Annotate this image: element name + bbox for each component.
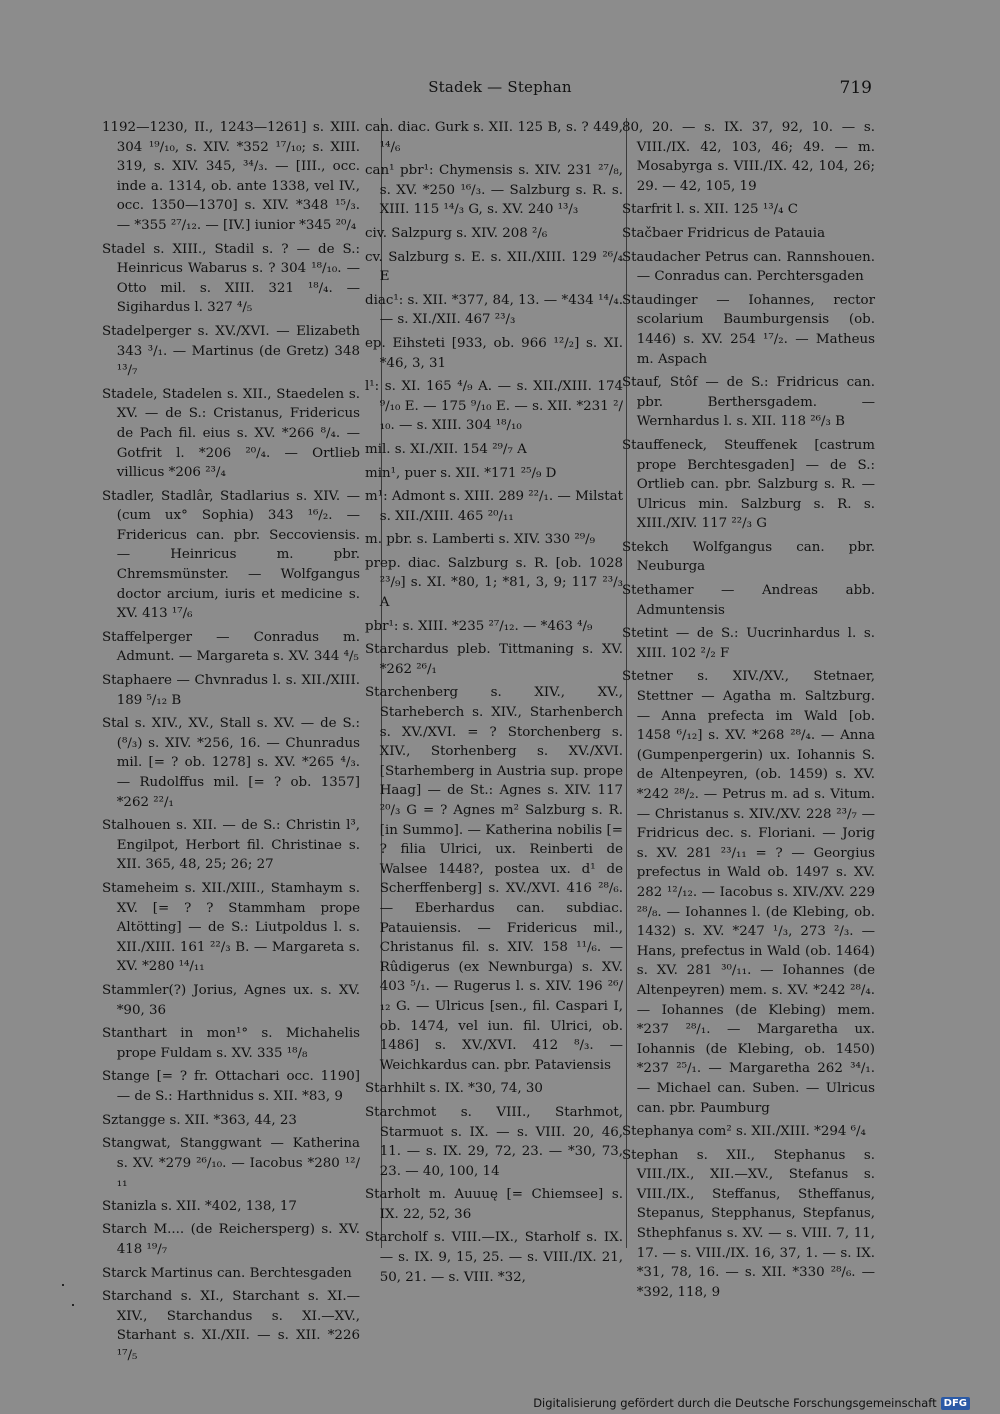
index-entry: Starck Martinus can. Berchtesgaden xyxy=(102,1265,352,1281)
scan-speck xyxy=(62,1284,64,1286)
index-entry: ep. Eihsteti [933, ob. 966 ¹²/₂] s. XI. *46, 3, 31 xyxy=(365,335,623,371)
text-column-middle xyxy=(365,118,623,1291)
dfg-logo: DFG xyxy=(941,1397,970,1410)
index-entry: l¹: s. XI. 165 ⁴/₉ A. — s. XII./XIII. 174 ⁹/₁₀ E. — 175 ⁹/₁₀ E. — s. XII. *231 ²/₁₀. — s. XIII. 304 ¹⁸/₁₀ xyxy=(365,379,623,434)
index-entry: 80, 20. — s. IX. 37, 92, 10. — s. VIII./IX. 42, 103, 46; 49. — m. Mosabyrga s. VIII./IX. 42, 104, 26; 29. — 42, 105, 19 xyxy=(622,120,875,194)
index-entry: 1192—1230, II., 1243—1261] s. XIII. 304 ¹⁹/₁₀, s. XIV. *352 ¹⁷/₁₀; s. XIII. 319, s. XIV. 345, ³⁴/₃. — [III., occ. inde a. 1314, ob. ante 1338, vel IV., occ. 1350—1370] s. XIV. *348 ¹⁵/₃. — *355 ²⁷/₁₂. — [IV.] iunior *345 ²⁰/₄ xyxy=(102,120,360,233)
index-entry: can¹ pbr¹: Chymensis s. XIV. 231 ²⁷/₈, s. XV. *250 ¹⁶/₃. — Salzburg s. R. s. XIII. 115 ¹⁴/₃ G, s. XV. 240 ¹³/₃ xyxy=(365,163,623,218)
index-entry: Stekch Wolfgangus can. pbr. Neuburga xyxy=(622,539,875,575)
index-entry: Stauf, Stôf — de S.: Fridricus can. pbr. Berthersgadem. — Wernhardus l. s. XII. 118 ²⁶/₃ B xyxy=(622,375,875,430)
text-column-left xyxy=(102,118,360,1370)
index-entry: Stačbaer Fridricus de Patauia xyxy=(622,225,826,241)
index-entry: Stanthart in mon¹° s. Michahelis prope Fuldam s. XV. 335 ¹⁸/₈ xyxy=(102,1026,360,1061)
index-entry: diac¹: s. XII. *377, 84, 13. — *434 ¹⁴/₄. — s. XI./XII. 467 ²³/₃ xyxy=(365,292,623,328)
index-entry: prep. diac. Salzburg s. R. [ob. 1028 ²³/₉] s. XI. *80, 1; *81, 3, 9; 117 ²³/₃ A xyxy=(365,555,623,611)
index-entry: Stadele, Stadelen s. XII., Staedelen s. XV. — de S.: Cristanus, Fridericus de Pach fil. eius s. XV. *266 ⁸/₄. — Gotfrit l. *206 ²⁰/₄. — Ortlieb villicus *206 ²³/₄ xyxy=(102,386,360,481)
index-entry: Starchand s. XI., Starchant s. XI.—XIV., Starchandus s. XI.—XV., Starhant s. XI./XII. — s. XII. *226 ¹⁷/₅ xyxy=(102,1289,360,1364)
index-entry: Stadler, Stadlâr, Stadlarius s. XIV. — (cum ux° Sophia) 343 ¹⁶/₂. — Fridericus can. pbr. Seccoviensis. — Heinricus m. pbr. Chremsmünster. — Wolfgangus doctor arcium, iuris et medicine s. XV. 413 ¹⁷/₆ xyxy=(102,488,360,622)
index-entry: Staphaere — Chvnradus l. s. XII./XIII. 189 ⁵/₁₂ B xyxy=(102,673,360,708)
index-entry: Stetner s. XIV./XV., Stetnaer, Stettner — Agatha m. Saltzburg. — Anna prefecta im Wald [ob. 1458 ⁶/₁₂] s. XV. *268 ²⁸/₄. — Anna (Gumpenpergerin) ux. Iohannis S. de Altenpeyren, (ob. 1459) s. XV. *242 ²⁸/₂. — Petrus m. ad s. Vitum. — Christanus s. XIV./XV. 228 ²³/₇ — Fridricus dec. s. Floriani. — Jorig s. XV. 281 ²³/₁₁ = ? — Georgius prefectus in Wald ob. 1497 s. XV. 282 ¹²/₁₂. — Iacobus s. XIV./XV. 229 ²⁸/₈. — Iohannes l. (de Klebing, ob. 1432) s. XV. *247 ¹/₃, 273 ²/₃. — Hans, prefectus in Wald (ob. 1464) s. XV. 281 ³⁰/₁₁. — Iohannes (de Altenpeyren) mem. s. XV. *242 ²⁸/₄. — Iohannes (de Klebing) mem. *237 ²⁸/₁. — Margaretha ux. Iohannis (de Klebing, ob. 1450) *237 ²⁵/₁. — Margaretha 262 ³⁴/₁. — Michael can. Suben. — Ulricus can. pbr. Paumburg xyxy=(622,669,875,1116)
index-entry: cv. Salzburg s. E. s. XII./XIII. 129 ²⁶/₄ E xyxy=(365,249,623,285)
index-entry: Stal s. XIV., XV., Stall s. XV. — de S.: (⁸/₃) s. XIV. *256, 16. — Chunradus mil. [= ? ob. 1278] s. XV. *265 ⁴/₃. — Rudolffus mil. [= ? ob. 1357] *262 ²²/₁ xyxy=(102,716,360,810)
index-entry: Starchmot s. VIII., Starhmot, Starmuot s. IX. — s. VIII. 20, 46, 11. — s. IX. 29, 72, 23. — *30, 73, 23. — 40, 100, 14 xyxy=(365,1104,623,1179)
index-entry: Stauffeneck, Steuffenek [castrum prope Berchtesgaden] — de S.: Ortlieb can. pbr. Salzburg s. R. — Ulricus min. Salzburg s. R. s. XIII./XIV. 117 ²²/₃ G xyxy=(622,437,875,532)
index-entry: m¹: Admont s. XIII. 289 ²²/₁. — Milstat s. XII./XIII. 465 ²⁰/₁₁ xyxy=(365,489,623,524)
index-entry: pbr¹: s. XIII. *235 ²⁷/₁₂. — *463 ⁴/₉ xyxy=(365,618,593,634)
index-entry: Stameheim s. XII./XIII., Stamhaym s. XV. [= ? ? Stammham prope Altötting] — de S.: Liutpoldus l. s. XII./XIII. 161 ²²/₃ B. — Margareta s. XV. *280 ¹⁴/₁₁ xyxy=(102,880,360,975)
index-entry: Staudacher Petrus can. Rannshouen. — Conradus can. Perchtersgaden xyxy=(622,249,875,285)
index-entry: Stangwat, Stanggwant — Katherina s. XV. *279 ²⁶/₁₀. — Iacobus *280 ¹²/₁₁ xyxy=(102,1136,360,1191)
index-entry: Starfrit l. s. XII. 125 ¹³/₄ C xyxy=(622,202,798,218)
footer-credit xyxy=(533,1396,970,1410)
page-number: 719 xyxy=(839,78,872,98)
credit-text: Digitalisierung gefördert durch die Deutsche Forschungsgemeinschaft xyxy=(533,1396,937,1410)
index-entry: Stetint — de S.: Uucrinhardus l. s. XIII. 102 ²/₂ F xyxy=(622,626,875,661)
index-entry: Stalhouen s. XII. — de S.: Christin l³, Engilpot, Herbort fil. Christinae s. XII. 365, 48, 25; 26; 27 xyxy=(102,818,360,873)
index-entry: Starchenberg s. XIV., XV., Starheberch s. XIV., Starhenberch s. XV./XVI. = ? Storchenberg s. XIV., Storhenberg s. XV./XVI. [Starhemberg in Austria sup. prope Haag] — de St.: Agnes s. XIV. 117 ²⁰/₃ G = ? Agnes m² Salzburg s. R. [in Summo]. — Katherina nobilis [= ? filia Ulrici, ux. Reinberti de Walsee 1448?, postea ux. d¹ de Scherffenberg] s. XV./XVI. 416 ²⁸/₆. — Eberhardus can. subdiac. Patauiensis. — Fridericus mil., Christanus fil. s. XIV. 158 ¹¹/₆. — Rûdigerus (ex Newnburga) s. XV. 403 ⁵/₁. — Rugerus l. s. XIV. 196 ²⁶/₁₂ G. — Ulricus [sen., fil. Caspari I, ob. 1474, vel iun. fil. Ulrici, ob. 1486] s. XV./XVI. 412 ⁸/₃. — Weichkardus can. pbr. Pataviensis xyxy=(365,685,623,1073)
index-entry: Stange [= ? fr. Ottachari occ. 1190] — de S.: Harthnidus s. XII. *83, 9 xyxy=(102,1069,360,1104)
index-entry: Staudinger — Iohannes, rector scolarium Baumburgensis (ob. 1446) s. XV. 254 ¹⁷/₂. — Matheus m. Aspach xyxy=(622,292,875,367)
index-entry: Stanizla s. XII. *402, 138, 17 xyxy=(102,1198,297,1214)
index-entry: Starchardus pleb. Tittmaning s. XV. *262 ²⁶/₁ xyxy=(365,642,623,677)
index-entry: m. pbr. s. Lamberti s. XIV. 330 ²⁹/₉ xyxy=(365,532,596,548)
index-entry: Stadel s. XIII., Stadil s. ? — de S.: Heinricus Wabarus s. ? 304 ¹⁸/₁₀. — Otto mil. s. XIII. 321 ¹⁸/₄. — Sigihardus l. 327 ⁴/₅ xyxy=(102,241,360,316)
page-header-title: Stadek — Stephan xyxy=(428,78,572,96)
index-entry: civ. Salzpurg s. XIV. 208 ²/₆ xyxy=(365,225,548,241)
index-entry: Starch M.... (de Reichersperg) s. XV. 418 ¹⁹/₇ xyxy=(102,1222,360,1258)
index-entry: Stephanya com² s. XII./XIII. *294 ⁶/₄ xyxy=(622,1124,866,1140)
index-entry: min¹, puer s. XII. *171 ²⁵/₉ D xyxy=(365,465,557,481)
index-entry: Stadelperger s. XV./XVI. — Elizabeth 343 ³/₁. — Martinus (de Gretz) 348 ¹³/₇ xyxy=(102,323,360,379)
index-entry: Sztangge s. XII. *363, 44, 23 xyxy=(102,1112,297,1128)
index-entry: Staffelperger — Conradus m. Admunt. — Margareta s. XV. 344 ⁴/₅ xyxy=(102,629,360,665)
scan-speck xyxy=(72,1304,74,1306)
index-entry: Starcholf s. VIII.—IX., Starholf s. IX. — s. IX. 9, 15, 25. — s. VIII./IX. 21, 50, 21. — s. VIII. *32, xyxy=(365,1230,623,1285)
text-column-right xyxy=(622,118,875,1306)
index-entry: Starholt m. Auuuę [= Chiemsee] s. IX. 22, 52, 36 xyxy=(365,1187,623,1222)
index-entry: Starhhilt s. IX. *30, 74, 30 xyxy=(365,1081,543,1097)
index-entry: Stethamer — Andreas abb. Admuntensis xyxy=(622,583,875,618)
index-entry: Stephan s. XII., Stephanus s. VIII./IX., XII.—XV., Stefanus s. VIII./IX., Steffanus, Stheffanus, Stepanus, Stepphanus, Stepfanus, Sthephfanus s. XV. — s. VIII. 7, 11, 17. — s. VIII./IX. 16, 37, 1. — s. IX. *31, 78, 16. — s. XII. *330 ²⁸/₆. — *392, 118, 9 xyxy=(622,1147,875,1300)
index-entry: mil. s. XI./XII. 154 ²⁹/₇ A xyxy=(365,441,527,457)
index-entry: can. diac. Gurk s. XII. 125 B, s. ? 449, ¹⁴/₆ xyxy=(365,120,623,155)
index-entry: Stammler(?) Jorius, Agnes ux. s. XV. *90, 36 xyxy=(102,982,360,1018)
